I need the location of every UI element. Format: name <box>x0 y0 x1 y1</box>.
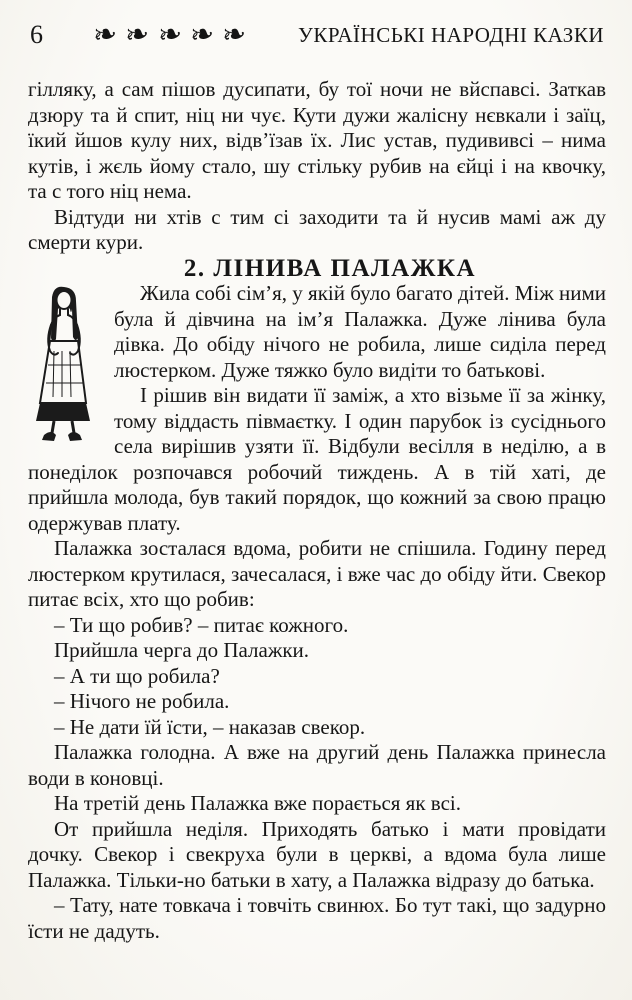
story-paragraph: – Не дати їй їсти, – наказав свекор. <box>54 714 366 739</box>
story-paragraph: – Ти що робив? – питає кожного. <box>54 612 349 637</box>
fleuron-icon: ❧ <box>123 17 152 53</box>
story-paragraph: Палажка голодна. А вже на другий день Палажка принесла води в коновці. <box>28 740 606 790</box>
intro-paragraph: Відтуди ни хтів с тим сі заходити та й нусив мамі аж ду смерти кури. <box>28 204 606 254</box>
girl-woodcut-illustration <box>24 285 100 445</box>
fleuron-icon: ❧ <box>155 17 185 53</box>
fleuron-icon: ❧ <box>220 17 249 53</box>
page-number: 6 <box>30 20 43 49</box>
story-paragraph: От прийшла неділя. Приходять батько і мати провідати дочку. Свекор і свекруха були в церкві, а вдома була лише Палажка. Тільки-но батьки в хату, а Палажка відразу до батька. <box>28 816 606 892</box>
story-paragraph: Прийшла черга до Палажки. <box>54 638 310 662</box>
page-header <box>0 0 632 53</box>
story-text <box>28 281 606 944</box>
story-paragraph: На третій день Палажка вже порається як всі. <box>54 791 461 815</box>
fleuron-icon: ❧ <box>90 17 120 53</box>
fleuron-icon: ❧ <box>187 17 217 53</box>
story-paragraph: – Тату, нате товкача і товчіть свинюх. Бо тут такі, що задурно їсти не дадуть. <box>28 893 606 943</box>
story-paragraph: Палажка зосталася вдома, робити не спішила. Годину перед люстерком крутилася, зачесалася, і вже час до обіду йти. Свекор питає всіх, хто що робив: <box>28 536 606 611</box>
story-paragraph: – Нічого не робила. <box>54 689 230 713</box>
story-paragraph: – А ти що робила? <box>54 663 220 688</box>
ornament-row <box>90 17 249 53</box>
intro-paragraph: гілляку, а сам пішов дусипати, бу тої ночи не вйспавсі. Заткав дзюру та й спит, ніц ни чує. Кути дужи жалісну нєвкали і заїц, їкий йшов кулу них, відв’їзав їх. Лис устав, пудививсі – нима кутів, і жєль йому стало, шу стільку рубив на єйці і на квочку, та с того ніц нема. <box>28 77 606 203</box>
story-paragraph: Жила собі сім’я, у якій було багато дітей. Між ними була й дівчина на ім’я Палажка. Дуже лінива була дівка. До обіду нічого не робила, лише сиділа перед люстерком. Дуже тяжко було видіти то батькові. <box>114 281 606 382</box>
page-body <box>0 50 632 944</box>
story-paragraph: І рішив він видати її заміж, а хто візьме її за жінку, тому віддасть півмаєтку. І один парубок із сусіднього села вирішив узяти її. Відбули весілля в неділю, а в понеділок розпочався робочий тиждень. А в тій хаті, де прийшла молода, був такий порядок, що кожний за свою працю одержував плату. <box>28 383 606 535</box>
running-title: УКРАЇНСЬКІ НАРОДНІ КАЗКИ <box>298 22 604 47</box>
story-title: 2. ЛІНИВА ПАЛАЖКА <box>183 254 477 282</box>
